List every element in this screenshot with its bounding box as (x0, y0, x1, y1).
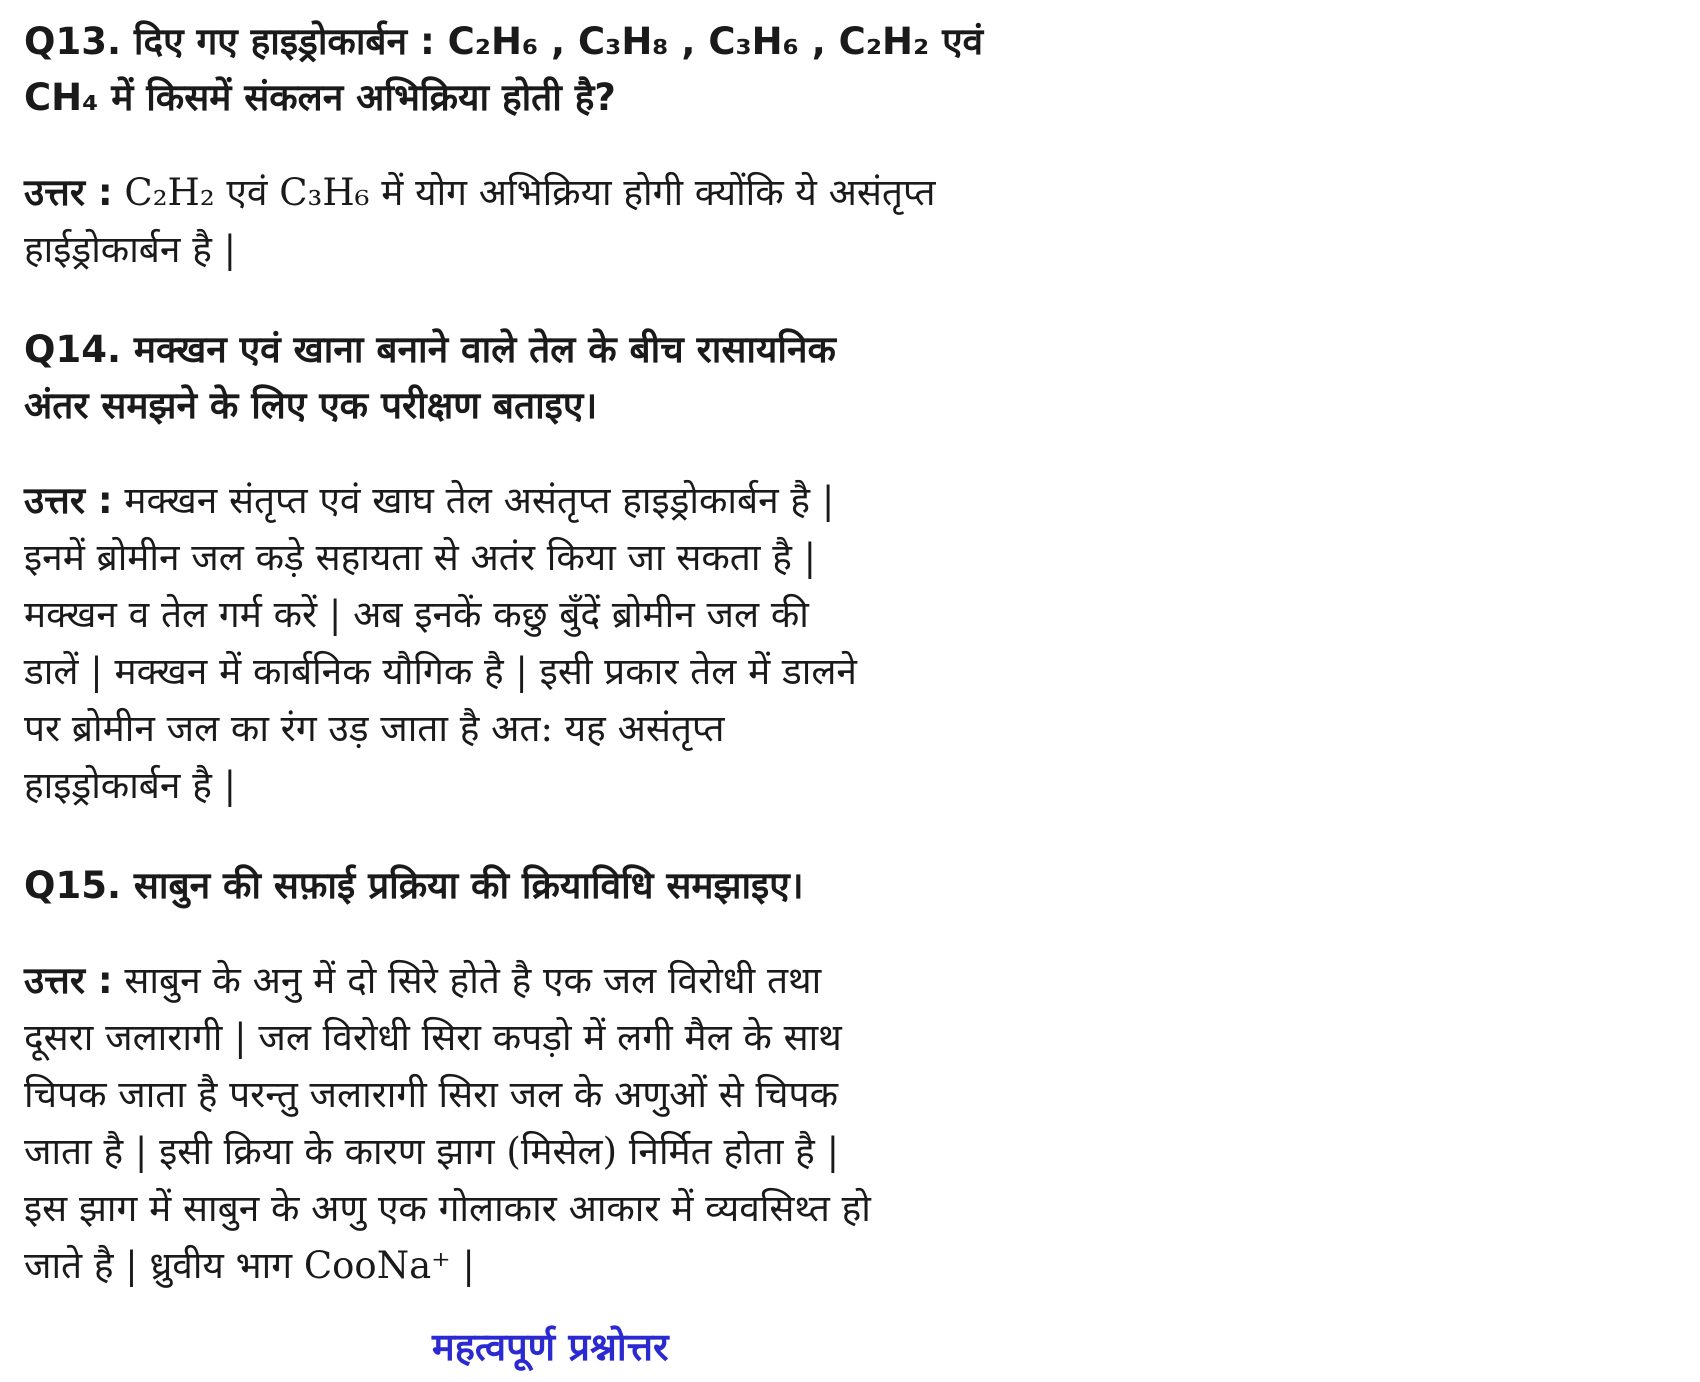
question-14: Q14. मक्खन एवं खाना बनाने वाले तेल के बीच रासायनिक अंतर समझने के लिए एक परीक्षण बताइए। (24, 328, 836, 427)
answer-13 (24, 164, 1184, 278)
answer-15-text: साबुन के अनु में दो सिरे होते है एक जल विरोधी तथा दूसरा जलारागी | जल विरोधी सिरा कपड़ो में लगी मैल के साथ चिपक जाता है परन्तु जलारागी सिरा जल के अणुओं से चिपक जाता है | इसी क्रिया के कारण झाग (मिसेल) निर्मित होता है | इस झाग में साबुन के अणु एक गोलाकार आकार में व्यवसिथ्त हो जाते है | ध्रुवीय भाग CooNa⁺ | (24, 959, 871, 1287)
question-13: Q13. दिए गए हाइड्रोकार्बन : C₂H₆ , C₃H₈ , C₃H₆ , C₂H₂ एवं CH₄ में किसमें संकलन अभिक्रिया होती है? (24, 20, 984, 119)
qa-document (24, 14, 1184, 1294)
answer-13-text: C₂H₂ एवं C₃H₆ में योग अभिक्रिया होगी क्योंकि ये असंतृप्त हाईड्रोकार्बन है | (24, 171, 936, 271)
answer-14 (24, 472, 1184, 814)
question-15: Q15. साबुन की सफ़ाई प्रक्रिया की क्रियाविधि समझाइए। (24, 864, 804, 907)
important-qa-heading: महत्वपूर्ण प्रश्नोत्तर (432, 1325, 669, 1369)
answer-label: उत्तर : (24, 171, 113, 214)
answer-14-text: मक्खन संतृप्त एवं खाघ तेल असंतृप्त हाइड्रोकार्बन है | इनमें ब्रोमीन जल कड़े सहायता से अतंर किया जा सकता है | मक्खन व तेल गर्म करें | अब इनकें कछु बुँदें ब्रोमीन जल की डालें | मक्खन में कार्बनिक यौगिक है | इसी प्रकार तेल में डालने पर ब्रोमीन जल का रंग उड़ जाता है अत: यह असंतृप्त हाइड्रोकार्बन है | (24, 479, 857, 807)
answer-15 (24, 952, 1184, 1294)
answer-label: उत्तर : (24, 959, 113, 1002)
answer-label: उत्तर : (24, 479, 113, 522)
